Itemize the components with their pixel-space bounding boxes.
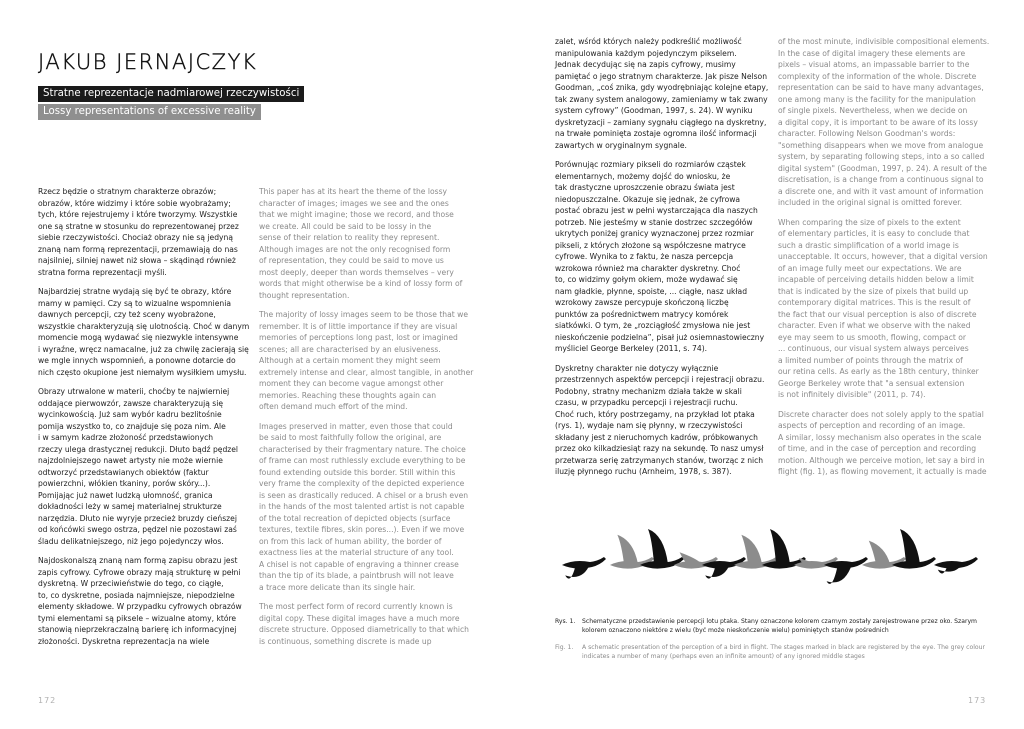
page-number-right: 173 [968,696,987,705]
bird-frame [934,557,978,574]
paragraph: Obrazy utrwalone w materii, choćby te najwierniej oddające pierwowzór, zawsze charakteryzują się wycinkowością. Już sam wybór kadru bezlitośnie pomija wszystko to, co znajduje się poza nim. Ale i w samym kadrze złożoność przedstawionych rzeczy ulega drastycznej redukcji. Dłuto bądź pędzel najzdolniejszego nawet artysty nie może wiernie odtworzyć przedstawianych obiektów (faktur powierzchni, włókien tkaniny, porów skóry...). Pomijając już nawet ludzką ułomność, granica dokładności leży w samej materialnej strukturze narzędzia. Dłuto nie wyryje przecież bruzdy cieńszej od końcówki swego ostrza, pędzel nie pozostawi zaś śladu delikatniejszego, niż jego pojedynczy włos. [38,387,239,546]
caption-text: A schematic presentation of the perception of a bird in flight. The stages marked in black are registered by the eye. The grey colour indicates a number of many (perhaps even an infinite amount) of any ignored middle stages [582,644,986,660]
caption-text: Schematyczne przedstawienie percepcji lotu ptaka. Stany oznaczone kolorem czarnym zostały zarejestrowane przez oko. Szarym kolorem oznaczono niektóre z wielu (być może nieskończenie wielu) pominiętych stanów pośrednich [582,618,977,634]
paragraph: The most perfect form of record currently known is digital copy. These digital images have a much more discrete structure. Opposed diametrically to that which is continuous, something discrete is made up [259,602,469,646]
paragraph: Porównując rozmiary pikseli do rozmiarów cząstek elementarnych, możemy dojść do wniosku, że tak drastyczne uproszczenie obrazu świata jest niedopuszczalne. Okazuje się jednak, że cyfrowa postać obrazu jest w pełni wystarczająca dla naszych potrzeb. Nie jesteśmy w stanie dostrzec szczegółów ukrytych poniżej granicy wyznaczonej przez rozmiar pikseli, z których złożone są współczesne matryce cyfrowe. Wynika to z faktu, że nasza percepcja wzrokowa również ma charakter dyskretny. Choć to, co widzimy gołym okiem, może wydawać się nam gładkie, płynne, spoiste, ... ciągłe, nasz układ wzrokowy zawsze percypuje skończoną liczbę punktów za pośrednictwem matrycy komórek siatkówki. O tym, że „rozciągłość zmysłowa nie jest nieskończenie podzielna”, pisał już osiemnastowieczny myśliciel George Berkeley (2011, s. 74). [555,160,765,353]
paragraph: Dyskretny charakter nie dotyczy wyłącznie przestrzennych aspektów percepcji i rejestracji obrazu. Podobny, stratny mechanizm działa także w skali czasu, w przypadku percepcji i rejestracji ruchu. Choć ruch, który postrzegamy, na przykład lot ptaka (rys. 1), wydaje nam się płynny, w rzeczywistości składany jest z nieruchomych kadrów, próbkowanych przez oko kilkadziesiąt razy na sekundę. To nasz umysł przetwarza serię zatrzymanych stanów, tworząc z nich iluzję płynnego ruchu (Arnheim, 1978, s. 387). [555,363,765,476]
author-name: JAKUB JERNAJCZYK [38,50,258,74]
column-polish-left [38,186,253,655]
paragraph: When comparing the size of pixels to the extent of elementary particles, it is easy to conclude that such a drastic simplification of a world image is unacceptable. It occurs, however, that a digital version of an image fully meet our expectations. We are incapable of perceiving details hidden below a limit that is indicated by the size of pixels that build up contemporary digital matrices. This is the result of the fact that our visual perception is also of discrete character. Even if what we observe with the naked eye may seem to us smooth, flowing, compact or ... continuous, our visual system always perceives a limited number of points through the matrix of our retina cells. As early as the 18th century, thinker George Berkeley wrote that "a sensual extension is not infinitely divisible" (2011, p. 74). [778,217,988,399]
title-polish: Stratne reprezentacje nadmiarowej rzeczywistości [38,86,304,102]
paragraph: Rzecz będzie o stratnym charakterze obrazów; obrazów, które widzimy i które sobie wyobrażamy; tych, które rejestrujemy i które tworzymy. Wszystkie one są stratne w stosunku do reprezentowanej przez siebie rzeczywistości. Chociaż obrazy nie są jedyną znaną nam formą reprezentacji, przemawiają do nas najsilniej, silniej nawet niż słowa – skądinąd również stratna forma reprezentacji myśli. [38,187,239,277]
bird-flight-figure [560,525,980,595]
paragraph: Najbardziej stratne wydają się być te obrazy, które mamy w pamięci. Czy są to wizualne wspomnienia dawnych percepcji, czy też sceny wyobrażone, wszystkie charakteryzują się ulotnością. Choć w danym momencie mogą wydawać się niezwykle intensywne i wyraźne, wręcz namacalne, już za chwilę zacierają się we mgle innych wspomnień, a ponowne dotarcie do nich często okupione jest niemałym wysiłkiem umysłu. [38,287,250,377]
paragraph: Discrete character does not solely apply to the spatial aspects of perception and recording of an image. A similar, lossy mechanism also operates in the scale of time, and in the case of perception and recording motion. Although we perceive motion, let say a bird in flight (fig. 1), as flowing movement, it actually is made [778,409,987,476]
title-english: Lossy representations of excessive reality [38,104,261,120]
column-polish-right [555,36,770,486]
bird-frame [892,529,936,569]
figure-caption-polish [555,617,995,635]
paragraph: The majority of lossy images seem to be those that we remember. It is of little importance if they are visual memories of perceptions long past, lost or imagined scenes; all are characterised by an elusiveness. Although at a certain moment they might seem extremely intense and clear, almost tangible, in another moment they can become vague amongst other memories. Reaching these thoughts again can often demand much effort of the mind. [259,310,474,411]
bird-frame [640,529,684,569]
bird-frame [702,557,746,579]
paragraph: Najdoskonalszą znaną nam formą zapisu obrazu jest zapis cyfrowy. Cyfrowe obrazy mają strukturę w pełni dyskretną. W przeciwieństwie do tego, co ciągłe, to, co dyskretne, posiada najmniejsze, niepodzielne elementy składowe. W przypadku cyfrowych obrazów tymi elementami są piksele – wizualne atomy, które stanowią nieprzekraczalną barierę ich informacyjnej złożoności. Dyskretna reprezentacja na wiele [38,556,242,646]
paragraph: Images preserved in matter, even those that could be said to most faithfully follow the original, are characterised by their fragmentary nature. The choice of frame can most ruthlessly exclude everything to be found extending outside this border. Still within this very frame the complexity of the depicted experience is seen as drastically reduced. A chisel or a brush even in the hands of the most talented artist is not capable of the total recreation of depicted objects (surface textures, textile fibres, skin pores...). Even if we move on from this lack of human ability, the border of exactness lies at the material structure of any tool. A chisel is not capable of engraving a thinner crease than the tip of its blade, a paintbrush will not leave a trace more delicate than its single hair. [259,421,469,592]
column-english-right [778,36,993,486]
column-english-left [259,186,474,655]
caption-number: Rys. 1. [555,618,576,625]
paragraph: This paper has at its heart the theme of the lossy character of images; images we see and the ones that we might imagine; those we record, and those we create. All could be said to be lossy in the sense of their relation to reality they represent. Although images are not the only recognised form of representation, they could be said to move us most deeply, deeper than words themselves – very words that might otherwise be a kind of lossy form of thought representation. [259,187,463,300]
bird-frame [762,529,806,569]
page-number-left: 172 [38,696,57,705]
caption-number: Fig. 1. [555,644,574,651]
figure-caption-english [555,643,995,661]
bird-frame [562,557,606,579]
paragraph: zalet, wśród których należy podkreślić możliwość manipulowania każdym pojedynczym pikselem. Jednak decydując się na zapis cyfrowy, musimy pamiętać o jego stratnym charakterze. Jak pisze Nelson Goodman, „coś znika, gdy wyodrębniając kolejne etapy, tak zwany system analogowy, zamieniamy w tak zwany system cyfrowy” (Goodman, 1997, s. 24). W wyniku dyskretyzacji – zamiany sygnału ciągłego na dyskretny, na trwałe pominięta zostaje ogromna ilość informacji zawartych w oryginalnym sygnale. [555,37,769,150]
paragraph: of the most minute, indivisible compositional elements. In the case of digital imagery these elements are pixels – visual atoms, an impassable barrier to the complexity of the information of the whole. Discrete representation can be said to have many advantages, one among many is the facility for the manipulation of single pixels. Nevertheless, when we decide on a digital copy, it is important to be aware of its lossy character. Following Nelson Goodman's words: "something disappears when we move from analogue system, by separating following steps, into a so called digital system" (Goodman, 1997, p. 24). A result of the discretisation, is a change from a continuous signal to a discrete one, and with it vast amount of information included in the original signal is omitted forever. [778,37,990,207]
